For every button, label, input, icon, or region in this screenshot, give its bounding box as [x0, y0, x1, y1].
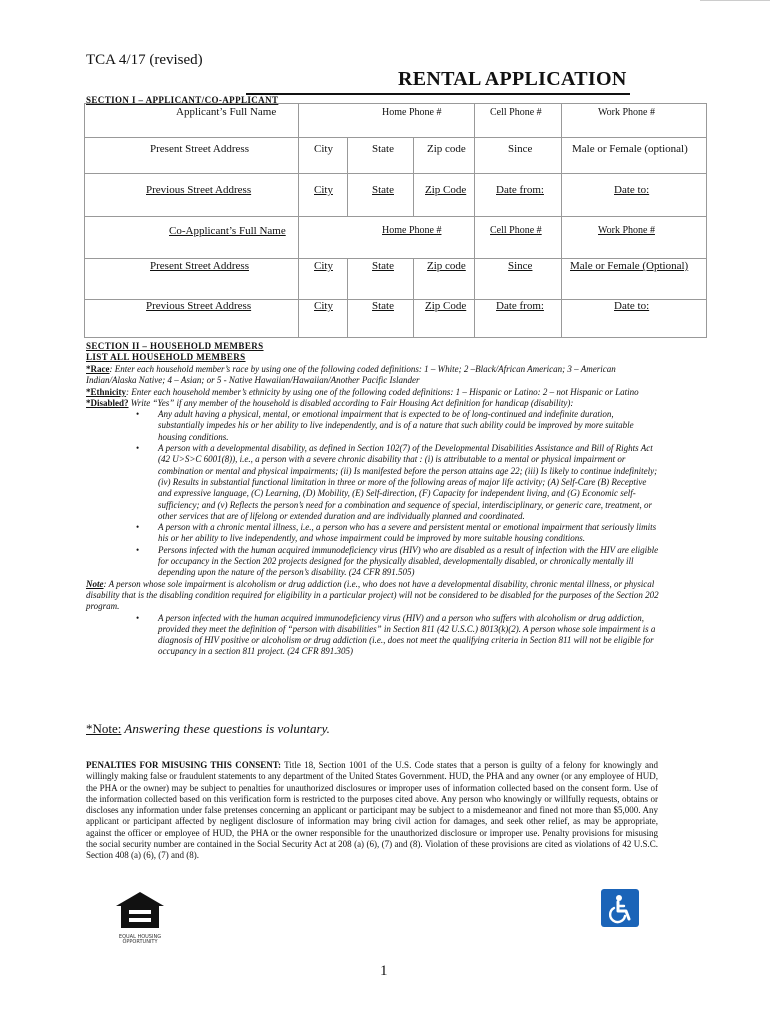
title-underline	[246, 93, 630, 95]
since-label: Since	[508, 143, 533, 155]
zip-code-label: Zip code	[427, 260, 466, 272]
date-from-label: Date from:	[496, 300, 544, 312]
zip-code-label: Zip Code	[425, 184, 467, 196]
eho-caption-line2: OPPORTUNITY	[122, 939, 158, 945]
ethnicity-paragraph	[86, 387, 660, 398]
voluntary-text: Answering these questions is voluntary.	[121, 721, 330, 736]
home-phone-label: Home Phone #	[382, 107, 442, 118]
state-label: State	[372, 300, 394, 312]
grid-vline	[561, 104, 562, 338]
bullet-text: A person with a developmental disability, as defined in Section 102(7) of the Developmental Disabilities Assistance and Bill of Rights Act (42 U>S>C 6001(8)), i.e., a person with a severe chronic disability that : (i) is attributable to a mental or physical impairment or combination or mental and physical impairments; (ii) Is manifested before the person attains age 22; (iii) Is likely to continue indefinitely; (iv) Results in substantial functional limitation in three or more of the following areas of major life activity; (A) Self-Care (B) Receptive and expressive language, (C) Learning, (D) Mobility, (E) Self-direction, (F) Capacity for independent living, and (G) Economic self-sufficiency; and (v) Reflects the person’s need for a combination and sequence of special, interdisciplinary, or generic care, treatment, or other services that are of lifelong or extended duration and are individually planned and coordinated.	[158, 443, 658, 521]
city-label: City	[314, 260, 333, 272]
grid-vline	[347, 258, 348, 337]
city-label: City	[314, 300, 333, 312]
bullet-icon: •	[136, 544, 140, 555]
grid-hline	[85, 337, 707, 338]
note-paragraph	[86, 579, 660, 613]
work-phone-label: Work Phone #	[598, 107, 655, 118]
date-to-label: Date to:	[614, 300, 650, 312]
bullet-icon: •	[136, 409, 140, 420]
coapplicant-name-label: Co-Applicant’s Full Name	[169, 225, 286, 237]
home-phone-label: Home Phone #	[382, 225, 442, 236]
penalties-label: PENALTIES FOR MISUSING THIS CONSENT:	[86, 760, 282, 770]
disabled-label: *Disabled?	[86, 397, 129, 408]
bullet-text: Persons infected with the human acquired immunodeficiency virus (HIV) who are disabled as a result of infection with the HIV are eligible for occupancy in the Section 202 projects designed for the physically disabled, developmentally disabled, or chronically mentally ill depending upon the nature of the person’s disability. (24 CFR 891.505)	[158, 544, 659, 578]
eho-caption-line1: EQUAL HOUSING	[118, 934, 162, 940]
equal-housing-icon	[114, 890, 166, 930]
city-label: City	[314, 143, 333, 155]
list-item	[86, 545, 660, 579]
race-label: *Race	[86, 364, 110, 374]
form-code: TCA 4/17 (revised)	[86, 52, 203, 68]
zip-code-label: Zip code	[427, 143, 466, 155]
gender-label: Male or Female (optional)	[572, 143, 688, 155]
grid-hline	[85, 173, 707, 174]
ethnicity-label: *Ethnicity	[86, 386, 127, 397]
top-edge-line	[700, 0, 770, 1]
voluntary-label: *Note:	[86, 721, 122, 736]
previous-address-label: Previous Street Address	[146, 300, 252, 312]
bullet-text: A person infected with the human acquired immunodeficiency virus (HIV) and a person who suffers with alcoholism or drug addiction, provided they meet the definition of “person with disabilities” in Section 811 (42 U.S.C.) 8013(k)(2). A person whose sole impairment is a diagnosis of HIV positive or alcoholism or drug addiction (i.e., does not meet the qualifying criteria in Section 811 will not be eligible for occupancy in a section 811 project. (24 CFR 891.305)	[158, 612, 656, 657]
cell-phone-label: Cell Phone #	[490, 225, 542, 236]
cell-phone-label: Cell Phone #	[490, 107, 542, 118]
grid-vline	[474, 104, 475, 338]
page-number: 1	[380, 963, 388, 979]
applicant-name-label: Applicant’s Full Name	[176, 106, 277, 118]
list-item	[86, 409, 660, 443]
section-1-label: SECTION I – APPLICANT/CO-APPLICANT	[86, 95, 279, 105]
disabled-paragraph	[86, 398, 660, 409]
wheelchair-icon	[601, 889, 639, 927]
list-item	[86, 522, 660, 545]
ethnicity-text: : Enter each household member’s ethnicity by using one of the following coded definitions: 1 – Hispanic or Latino: 2 – not Hispanic or Latino	[126, 386, 639, 397]
grid-hline	[85, 258, 707, 259]
section-2-body	[86, 364, 660, 658]
city-label: City	[314, 184, 333, 196]
equal-housing-logo	[114, 890, 166, 945]
state-label: State	[372, 260, 394, 272]
list-item	[86, 613, 660, 658]
penalties-text: Title 18, Section 1001 of the U.S. Code states that a person is guilty of a felony for knowingly and willingly making false or fraudulent statements to any department of the United States Government. HUD, the PHA and any owner (or any employee of HUD, the PHA or the owner) may be subject to penalties for unauthorized disclosures or improper uses of information collected based on the consent form. Use of the information collected based on this verification form is restricted to the purposes cited above. Any person who knowingly or willfully requests, obtains or discloses any information under false pretenses concerning an applicant or participant may be subject to a misdemeanor and fined not more than $5,000. Any applicant or participant affected by negligent disclosure of information may bring civil action for damages, and seek other relief, as may be appropriate, against the officer or employee of HUD, the PHA or the owner responsible for the unauthorized disclosure or improper use. Penalty provisions for misusing the social security number are contained in the Social Security Act at 208 (a) (6), (7) and (8). Violation of these provisions are cited as violations of 42 U.S.C. Section 408 (a) (6), (7) and (8).	[86, 760, 659, 861]
grid-hline	[85, 216, 707, 217]
household-list-label: LIST ALL HOUSEHOLD MEMBERS	[86, 352, 246, 362]
work-phone-label: Work Phone #	[598, 225, 655, 236]
bullet-text: A person with a chronic mental illness, i.e., a person who has a severe and persistent mental or emotional impairment that seriously limits his or her ability to live independently, and whose impairment could be improved by more suitable housing conditions.	[158, 522, 657, 544]
grid-vline	[413, 137, 414, 216]
date-from-label: Date from:	[496, 184, 544, 196]
state-label: State	[372, 143, 394, 155]
note-label: Note	[86, 578, 104, 589]
voluntary-note	[86, 721, 330, 737]
grid-vline	[706, 104, 707, 338]
grid-hline	[85, 137, 707, 138]
date-to-label: Date to:	[614, 184, 650, 196]
gender-label: Male or Female (Optional)	[570, 260, 689, 272]
race-text: : Enter each household member’s race by using one of the following coded definitions: 1 – White; 2 –Black/African American; 3 – American Indian/Alaska Native; 4 – Asian; or 5 - Native Hawaiian/Hawaiian/Another Pacific Islander	[86, 364, 616, 386]
page-title: RENTAL APPLICATION	[398, 68, 627, 90]
grid-vline	[298, 104, 299, 338]
bullet-icon: •	[136, 612, 140, 623]
present-address-label: Present Street Address	[150, 260, 249, 272]
disabled-text: Write “Yes” if any member of the household is disabled according to Fair Housing Act definition for handicap (disability):	[128, 397, 574, 408]
section-2-label: SECTION II – HOUSEHOLD MEMBERS	[86, 341, 264, 351]
bullet-icon: •	[136, 522, 140, 533]
bullet-icon: •	[136, 443, 140, 454]
previous-address-label: Previous Street Address	[146, 184, 252, 196]
wheelchair-accessibility-icon	[601, 889, 639, 927]
grid-vline	[347, 137, 348, 216]
list-item	[86, 443, 660, 522]
bullet-text: Any adult having a physical, mental, or emotional impairment that is expected to be of long-continued and indefinite duration, substantially impedes his or her ability to live independently, and is of a nature that such ability could be improved by more suitable housing conditions.	[158, 409, 634, 442]
race-paragraph	[86, 364, 660, 387]
grid-vline	[413, 258, 414, 337]
since-label: Since	[508, 260, 533, 272]
note-text: : A person whose sole impairment is alcoholism or drug addiction (i.e., who does not have a developmental disability, chronic mental illness, or physical disability that is the disabling condition required for eligibility in a particular project) will not be considered to be disabled for the purposes of the Section 202 program.	[86, 578, 659, 612]
penalties-paragraph	[86, 760, 658, 862]
state-label: State	[372, 184, 394, 196]
zip-code-label: Zip Code	[425, 300, 467, 312]
present-address-label: Present Street Address	[150, 143, 249, 155]
